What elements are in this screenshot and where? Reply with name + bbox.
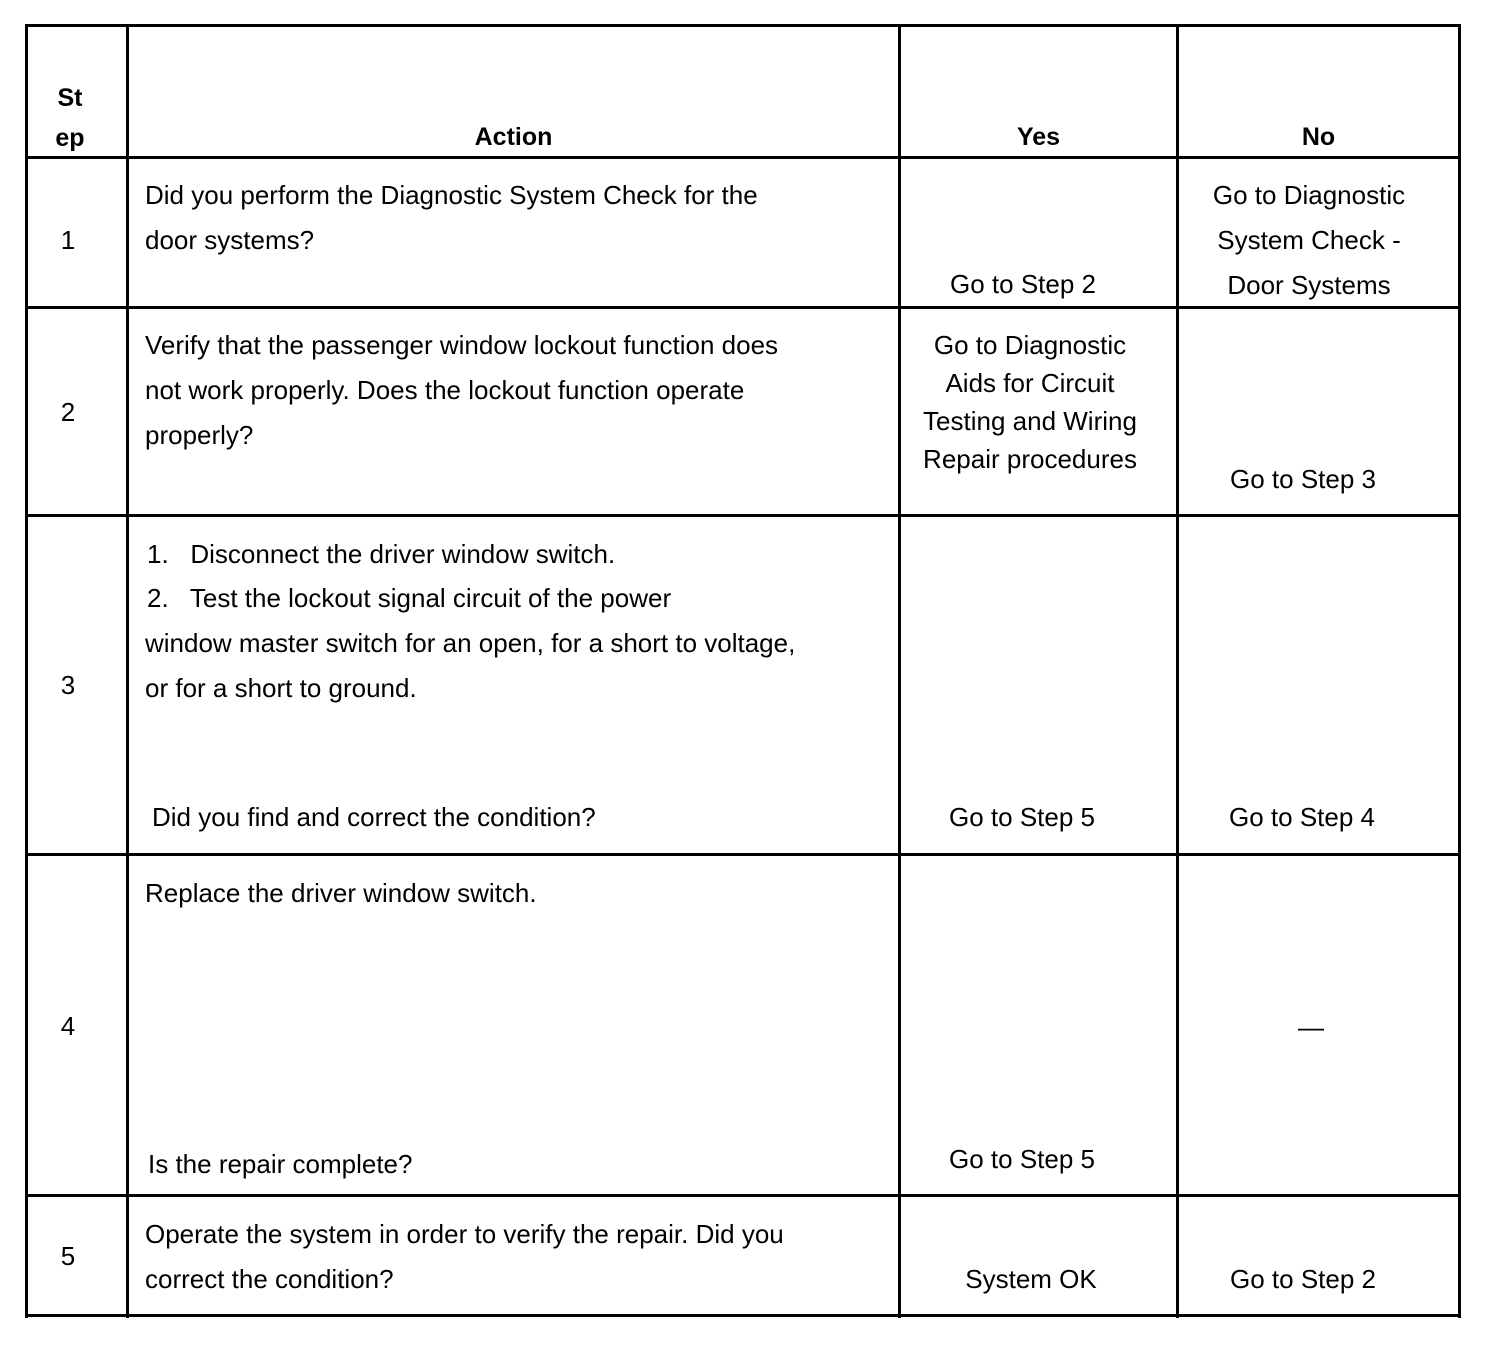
action-question: Did you find and correct the condition? — [152, 802, 596, 832]
no-result: Go to Step 2 — [1230, 1264, 1376, 1294]
action-text: Replace the driver window switch. — [145, 878, 537, 908]
table-border-top — [25, 24, 1461, 27]
yes-result: Go to Step 2 — [950, 269, 1096, 299]
column-divider — [898, 24, 901, 1318]
column-divider — [126, 24, 129, 1318]
table-border-bottom — [25, 1314, 1461, 1317]
action-step-1: 1. Disconnect the driver window switch. — [147, 539, 616, 569]
yes-result: Go to Step 5 — [949, 1144, 1095, 1174]
yes-result: System OK — [965, 1264, 1097, 1294]
action-text: window master switch for an open, for a short to voltage, or for a short to ground. — [145, 628, 796, 703]
no-result: — — [1298, 1012, 1324, 1042]
step-number: 5 — [60, 1241, 76, 1271]
row-divider — [25, 1194, 1461, 1197]
header-step: St ep — [55, 84, 85, 152]
table-border-right — [1458, 24, 1461, 1318]
yes-result: Go to Diagnostic Aids for Circuit Testing and Wiring Repair procedures — [923, 330, 1137, 474]
step-number: 3 — [60, 670, 76, 700]
diagnostic-table — [25, 24, 1461, 1318]
header-yes: Yes — [1016, 123, 1061, 151]
action-text: Verify that the passenger window lockout function does not work properly. Does the lockout function operate properly? — [145, 330, 779, 450]
header-no: No — [1301, 123, 1336, 151]
step-number: 1 — [60, 225, 76, 255]
yes-result: Go to Step 5 — [949, 802, 1095, 832]
action-text: Operate the system in order to verify the repair. Did you correct the condition? — [145, 1219, 784, 1294]
row-divider — [25, 514, 1461, 517]
no-result: Go to Step 4 — [1229, 802, 1375, 832]
no-result: Go to Diagnostic System Check - Door Systems — [1212, 180, 1406, 300]
action-step-2: 2. Test the lockout signal circuit of the power — [147, 583, 672, 613]
row-divider — [25, 853, 1461, 856]
action-text: Did you perform the Diagnostic System Check for the door systems? — [145, 180, 758, 255]
action-question: Is the repair complete? — [148, 1149, 413, 1179]
header-action: Action — [474, 123, 553, 151]
step-number: 4 — [60, 1011, 76, 1041]
step-number: 2 — [60, 397, 76, 427]
no-result: Go to Step 3 — [1230, 464, 1376, 494]
